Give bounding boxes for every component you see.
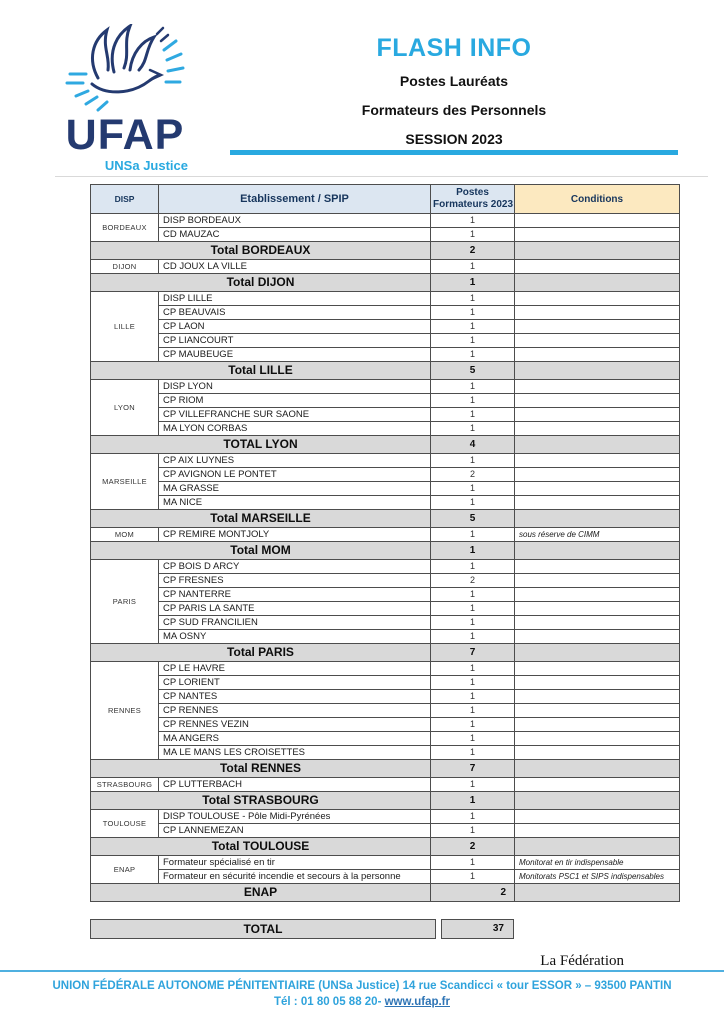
group-total-condition [515, 760, 680, 778]
condition-cell [515, 292, 680, 306]
disp-cell: STRASBOURG [91, 778, 159, 792]
table-row [91, 616, 680, 630]
etablissement-cell: CP SUD FRANCILIEN [159, 616, 431, 630]
condition-cell [515, 496, 680, 510]
table-row [91, 528, 680, 542]
table-row [91, 306, 680, 320]
table-row [91, 560, 680, 574]
ufap-website-link[interactable]: www.ufap.fr [384, 996, 450, 1008]
postes-cell: 1 [431, 306, 515, 320]
table-row [91, 422, 680, 436]
group-total-condition [515, 436, 680, 454]
table-row [91, 810, 680, 824]
table-row [91, 602, 680, 616]
table-row [91, 334, 680, 348]
etablissement-cell: CP FRESNES [159, 574, 431, 588]
group-total-value: 2 [431, 242, 515, 260]
table-row [91, 630, 680, 644]
group-total-value: 2 [431, 884, 515, 902]
group-total-row [91, 542, 680, 560]
table-row [91, 704, 680, 718]
etablissement-cell: CP AVIGNON LE PONTET [159, 468, 431, 482]
table-row [91, 260, 680, 274]
group-total-label: Total DIJON [91, 274, 431, 292]
group-total-row [91, 792, 680, 810]
condition-cell [515, 468, 680, 482]
group-total-row [91, 510, 680, 528]
etablissement-cell: CP LORIENT [159, 676, 431, 690]
condition-cell [515, 260, 680, 274]
disp-cell: BORDEAUX [91, 214, 159, 242]
etablissement-cell: DISP BORDEAUX [159, 214, 431, 228]
postes-cell: 1 [431, 718, 515, 732]
condition-cell [515, 408, 680, 422]
group-total-value: 7 [431, 644, 515, 662]
etablissement-cell: CP VILLEFRANCHE SUR SAONE [159, 408, 431, 422]
etablissement-cell: CP REMIRE MONTJOLY [159, 528, 431, 542]
etablissement-cell: CP MAUBEUGE [159, 348, 431, 362]
condition-cell [515, 394, 680, 408]
etablissement-cell: Formateur en sécurité incendie et secours à la personne [159, 870, 431, 884]
table-row [91, 468, 680, 482]
etablissement-cell: CP RENNES [159, 704, 431, 718]
group-total-label: Total STRASBOURG [91, 792, 431, 810]
document-header [0, 0, 724, 184]
page-title: FLASH INFO [376, 34, 532, 62]
table-row [91, 454, 680, 468]
table-row [91, 320, 680, 334]
ufap-logo [60, 24, 190, 173]
dove-icon [62, 24, 188, 116]
etablissement-cell: CP NANTES [159, 690, 431, 704]
condition-cell [515, 718, 680, 732]
postes-cell: 1 [431, 228, 515, 242]
column-header-conditions: Conditions [515, 185, 680, 214]
postes-cell: 1 [431, 676, 515, 690]
disp-cell: LILLE [91, 292, 159, 362]
postes-cell: 1 [431, 616, 515, 630]
table-row [91, 662, 680, 676]
postes-cell: 1 [431, 394, 515, 408]
condition-cell [515, 746, 680, 760]
table-row [91, 676, 680, 690]
group-total-condition [515, 542, 680, 560]
etablissement-cell: MA NICE [159, 496, 431, 510]
table-row [91, 870, 680, 884]
table-row [91, 824, 680, 838]
group-total-value: 5 [431, 510, 515, 528]
group-total-label: Total MARSEILLE [91, 510, 431, 528]
table-row [91, 732, 680, 746]
group-total-label: TOTAL LYON [91, 436, 431, 454]
subtitle-postes-laureats: Postes Lauréats [399, 73, 509, 89]
etablissement-cell: MA GRASSE [159, 482, 431, 496]
grand-total-label: TOTAL [90, 919, 436, 939]
group-total-value: 1 [431, 542, 515, 560]
condition-cell [515, 616, 680, 630]
postes-cell: 1 [431, 690, 515, 704]
table-row [91, 496, 680, 510]
etablissement-cell: CP LANNEMEZAN [159, 824, 431, 838]
postes-cell: 1 [431, 746, 515, 760]
subtitle-session: SESSION 2023 [405, 131, 503, 147]
etablissement-cell: CP LE HAVRE [159, 662, 431, 676]
group-total-row [91, 644, 680, 662]
postes-cell: 1 [431, 454, 515, 468]
group-total-label: Total TOULOUSE [91, 838, 431, 856]
group-total-condition [515, 510, 680, 528]
column-header-postes [431, 185, 515, 214]
etablissement-cell: DISP LILLE [159, 292, 431, 306]
title-underline [230, 150, 678, 155]
postes-cell: 1 [431, 214, 515, 228]
group-total-row [91, 362, 680, 380]
footer-phone: Tél : 01 80 05 88 20- [274, 996, 382, 1008]
etablissement-cell: CP NANTERRE [159, 588, 431, 602]
condition-cell [515, 348, 680, 362]
group-total-row [91, 274, 680, 292]
disp-cell: DIJON [91, 260, 159, 274]
postes-cell: 1 [431, 856, 515, 870]
table-row [91, 690, 680, 704]
group-total-condition [515, 274, 680, 292]
table-row [91, 746, 680, 760]
group-total-label: ENAP [91, 884, 431, 902]
condition-cell [515, 228, 680, 242]
condition-cell [515, 560, 680, 574]
table-row [91, 380, 680, 394]
group-total-value: 7 [431, 760, 515, 778]
condition-cell [515, 630, 680, 644]
etablissement-cell: CP PARIS LA SANTE [159, 602, 431, 616]
postes-cell: 1 [431, 732, 515, 746]
group-total-value: 1 [431, 792, 515, 810]
table-row [91, 588, 680, 602]
condition-cell [515, 704, 680, 718]
postes-header-line2: Formateurs 2023 [433, 199, 514, 210]
postes-header-line1: Postes [456, 187, 489, 198]
condition-cell: sous réserve de CIMM [515, 528, 680, 542]
group-total-label: Total PARIS [91, 644, 431, 662]
etablissement-cell: CP AIX LUYNES [159, 454, 431, 468]
table-header-row [91, 185, 680, 214]
group-total-label: Total LILLE [91, 362, 431, 380]
postes-cell: 1 [431, 528, 515, 542]
postes-cell: 1 [431, 380, 515, 394]
etablissement-cell: CD MAUZAC [159, 228, 431, 242]
disp-cell: MOM [91, 528, 159, 542]
group-total-value: 4 [431, 436, 515, 454]
postes-cell: 1 [431, 662, 515, 676]
condition-cell [515, 824, 680, 838]
disp-cell: RENNES [91, 662, 159, 760]
footer-contact [0, 996, 724, 1008]
etablissement-cell: CP RIOM [159, 394, 431, 408]
condition-cell [515, 574, 680, 588]
postes-cell: 1 [431, 824, 515, 838]
logo-subtitle: UNSa Justice [104, 157, 188, 173]
postes-cell: 1 [431, 704, 515, 718]
postes-cell: 1 [431, 602, 515, 616]
etablissement-cell: DISP LYON [159, 380, 431, 394]
table-row [91, 394, 680, 408]
group-total-condition [515, 644, 680, 662]
postes-cell: 1 [431, 260, 515, 274]
etablissement-cell: Formateur spécialisé en tir [159, 856, 431, 870]
etablissement-cell: MA LE MANS LES CROISETTES [159, 746, 431, 760]
logo-wordmark: UFAP [65, 111, 185, 159]
condition-cell [515, 602, 680, 616]
group-total-label: Total MOM [91, 542, 431, 560]
group-total-label: Total RENNES [91, 760, 431, 778]
disp-cell: ENAP [91, 856, 159, 884]
postes-cell: 1 [431, 778, 515, 792]
condition-cell [515, 778, 680, 792]
postes-cell: 2 [431, 574, 515, 588]
group-total-row [91, 436, 680, 454]
group-total-condition [515, 242, 680, 260]
condition-cell [515, 422, 680, 436]
etablissement-cell: CP RENNES VEZIN [159, 718, 431, 732]
document-footer [0, 970, 724, 1008]
etablissement-cell: CP LAON [159, 320, 431, 334]
postes-cell: 1 [431, 292, 515, 306]
postes-cell: 1 [431, 334, 515, 348]
group-total-row [91, 760, 680, 778]
table-row [91, 482, 680, 496]
table-row [91, 292, 680, 306]
etablissement-cell: MA LYON CORBAS [159, 422, 431, 436]
postes-table [90, 184, 680, 902]
column-header-disp: DISP [91, 185, 159, 214]
postes-cell: 1 [431, 320, 515, 334]
group-total-condition [515, 838, 680, 856]
subtitle-formateurs: Formateurs des Personnels [361, 102, 547, 118]
footer-address: UNION FÉDÉRALE AUTONOME PÉNITENTIAIRE (UNSa Justice) 14 rue Scandicci « tour ESSOR » – 93500 PANTIN [52, 980, 672, 992]
condition-cell [515, 380, 680, 394]
group-total-row [91, 242, 680, 260]
etablissement-cell: CP BEAUVAIS [159, 306, 431, 320]
condition-cell [515, 482, 680, 496]
condition-cell [515, 690, 680, 704]
postes-cell: 1 [431, 630, 515, 644]
table-row [91, 718, 680, 732]
etablissement-cell: CP BOIS D ARCY [159, 560, 431, 574]
postes-cell: 1 [431, 810, 515, 824]
postes-cell: 1 [431, 496, 515, 510]
table-row [91, 228, 680, 242]
postes-cell: 1 [431, 588, 515, 602]
table-row [91, 214, 680, 228]
disp-cell: MARSEILLE [91, 454, 159, 510]
condition-cell [515, 732, 680, 746]
etablissement-cell: DISP TOULOUSE - Pôle Midi-Pyrénées [159, 810, 431, 824]
condition-cell [515, 334, 680, 348]
etablissement-cell: MA OSNY [159, 630, 431, 644]
group-total-row [91, 884, 680, 902]
footer-divider [0, 970, 724, 972]
postes-cell: 2 [431, 468, 515, 482]
postes-cell: 1 [431, 482, 515, 496]
condition-cell: Monitorat en tir indispensable [515, 856, 680, 870]
header-divider [55, 176, 708, 177]
table-row [91, 778, 680, 792]
group-total-value: 2 [431, 838, 515, 856]
disp-cell: LYON [91, 380, 159, 436]
etablissement-cell: CD JOUX LA VILLE [159, 260, 431, 274]
etablissement-cell: MA ANGERS [159, 732, 431, 746]
table-row [91, 408, 680, 422]
table-row [91, 856, 680, 870]
group-total-row [91, 838, 680, 856]
postes-cell: 1 [431, 870, 515, 884]
column-header-etablissement: Etablissement / SPIP [159, 185, 431, 214]
group-total-condition [515, 792, 680, 810]
postes-cell: 1 [431, 422, 515, 436]
postes-cell: 1 [431, 408, 515, 422]
group-total-label: Total BORDEAUX [91, 242, 431, 260]
disp-cell: TOULOUSE [91, 810, 159, 838]
group-total-condition [515, 884, 680, 902]
grand-total-row [90, 919, 724, 939]
disp-cell: PARIS [91, 560, 159, 644]
postes-cell: 1 [431, 348, 515, 362]
condition-cell [515, 320, 680, 334]
table-row [91, 348, 680, 362]
grand-total-value: 37 [441, 919, 514, 939]
title-block [230, 34, 678, 156]
etablissement-cell: CP LUTTERBACH [159, 778, 431, 792]
condition-cell [515, 676, 680, 690]
condition-cell [515, 454, 680, 468]
postes-cell: 1 [431, 560, 515, 574]
condition-cell [515, 810, 680, 824]
condition-cell [515, 588, 680, 602]
condition-cell [515, 214, 680, 228]
condition-cell: Monitorats PSC1 et SIPS indispensables [515, 870, 680, 884]
condition-cell [515, 662, 680, 676]
group-total-value: 1 [431, 274, 515, 292]
table-row [91, 574, 680, 588]
group-total-value: 5 [431, 362, 515, 380]
etablissement-cell: CP LIANCOURT [159, 334, 431, 348]
group-total-condition [515, 362, 680, 380]
condition-cell [515, 306, 680, 320]
signature: La Fédération [540, 953, 624, 969]
